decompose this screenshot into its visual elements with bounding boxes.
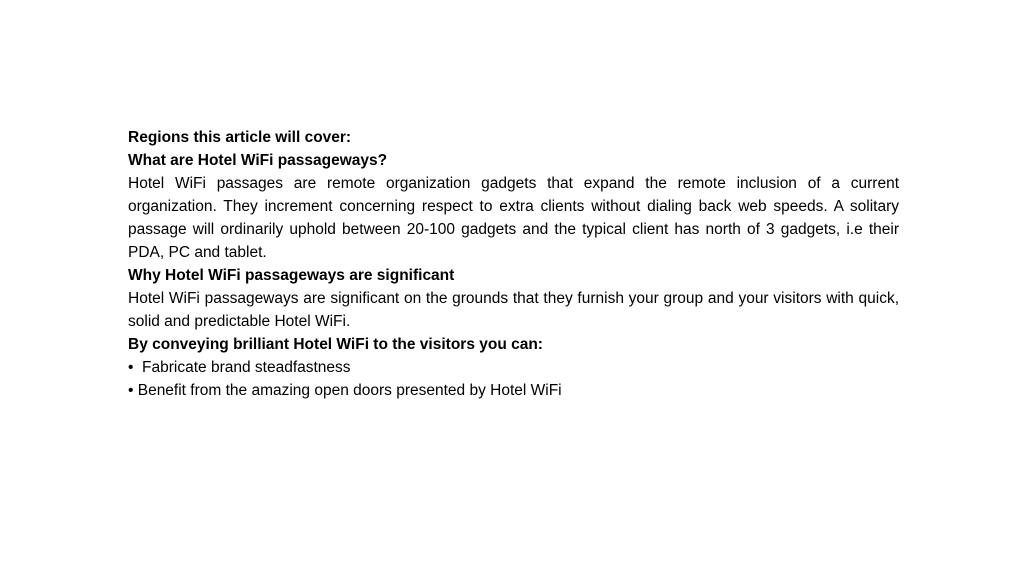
section-heading-benefits: By conveying brilliant Hotel WiFi to the visitors you can:	[128, 336, 543, 353]
section-body-why: Hotel WiFi passageways are significant on the grounds that they furnish your group and your visitors with quick, solid and predictable Hotel WiFi.	[128, 290, 899, 330]
article-text-block	[128, 126, 899, 402]
section-body-what: Hotel WiFi passages are remote organization gadgets that expand the remote inclusion of a current organization. They increment concerning respect to extra clients without dialing back web speeds. A solitary passage will ordinarily uphold between 20-100 gadgets and the typical client has north of 3 gadgets, i.e their PDA, PC and tablet.	[128, 175, 899, 261]
section-heading-what: What are Hotel WiFi passageways?	[128, 152, 388, 169]
bullet-item: • Benefit from the amazing open doors presented by Hotel WiFi	[128, 382, 562, 399]
section-heading-why: Why Hotel WiFi passageways are significant	[128, 267, 455, 284]
bullet-item: • Fabricate brand steadfastness	[128, 359, 351, 376]
intro-heading: Regions this article will cover:	[128, 129, 352, 146]
